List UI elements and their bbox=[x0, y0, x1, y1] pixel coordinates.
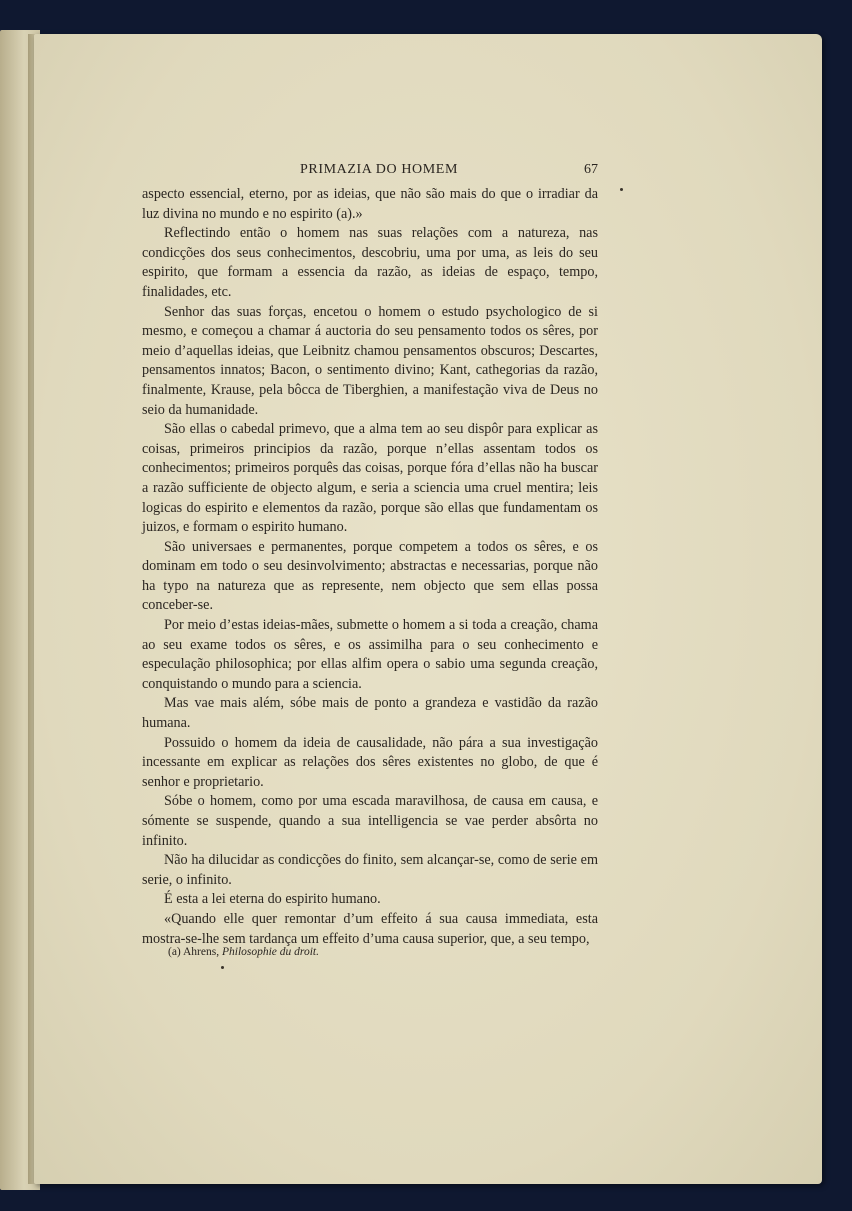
footnote bbox=[168, 946, 588, 958]
paragraph: Por meio d’estas ideias-mães, submette o homem a si toda a creação, chama ao seu exame todos os sêres, e os assimilha para o seu conhecimento e especulação philosophica; por ellas alfim opera o sabio uma segunda creação, conquistando o mundo para a sciencia. bbox=[142, 617, 598, 692]
paragraph: Possuido o homem da ideia de causalidade, não pára a sua investigação incessante em explicar as relações dos sêres existentes no globo, de que é senhor e proprietario. bbox=[142, 734, 598, 790]
paragraph: aspecto essencial, eterno, por as ideias, que não são mais do que o irradiar da luz divina no mundo e no espirito (a).» bbox=[142, 186, 598, 222]
paragraph: Não ha dilucidar as condicções do finito, sem alcançar-se, como de serie em serie, o infinito. bbox=[142, 852, 598, 888]
paragraph: Senhor das suas forças, encetou o homem o estudo psychologico de si mesmo, e começou a chamar á auctoria do seu pensamento todos os sêres, por meio d’aquellas ideias, que Leibnitz chamou pensamentos obscuros; Descartes, pensamentos innatos; Bacon, o sentimento divino; Kant, cathegorias da razão, finalmente, Krause, pela bôcca de Tiberghien, a manifestação viva de Deus no seio da humanidade. bbox=[142, 303, 598, 418]
paragraph: São ellas o cabedal primevo, que a alma tem ao seu dispôr para explicar as coisas, primeiros principios da razão, porque n’ellas assentam todos os conhecimentos; primeiros porquês das coisas, porque fóra d’ellas não ha buscar a razão sufficiente de objecto algum, e seria a sciencia uma cruel mentira; leis logicas do espirito e elementos da razão, porque são ellas que fundamentam os juizos, e formam o espirito humano. bbox=[142, 421, 598, 536]
running-head-title: PRIMAZIA DO HOMEM bbox=[300, 162, 458, 177]
footnote-marker: (a) Ahrens, bbox=[168, 946, 220, 958]
paragraph: É esta a lei eterna do espirito humano. bbox=[164, 891, 381, 908]
running-head bbox=[142, 160, 598, 182]
footnote-title: Philosophie du droit. bbox=[221, 946, 319, 958]
paragraph: «Quando elle quer remontar d’um effeito á sua causa immediata, esta mostra-se-lhe sem tardança um effeito d’uma causa superior, que, a seu tempo, bbox=[142, 910, 598, 947]
paragraph: Reflectindo então o homem nas suas relações com a natureza, nas condicções dos seus conhecimentos, descobriu, uma por uma, as leis do seu espirito, que formam a essencia da razão, as ideias de espaço, tempo, finalidades, etc. bbox=[142, 225, 598, 300]
paragraph: Sóbe o homem, como por uma escada maravilhosa, de causa em causa, e sómente se suspende, quando a sua intelligencia se vae perder absôrta no infinito. bbox=[142, 793, 598, 849]
ink-speck bbox=[221, 966, 224, 969]
ink-speck bbox=[620, 188, 623, 191]
paragraph: São universaes e permanentes, porque competem a todos os sêres, e os dominam em todo o seu desinvolvimento; abstractas e necessarias, porque não ha typo na natureza que as represente, nem objecto que sem ellas possa conceber-se. bbox=[142, 538, 598, 614]
paragraph: Mas vae mais além, sóbe mais de ponto a grandeza e vastidão da razão humana. bbox=[142, 695, 598, 732]
body-text bbox=[142, 185, 598, 949]
page-number: 67 bbox=[584, 162, 598, 177]
